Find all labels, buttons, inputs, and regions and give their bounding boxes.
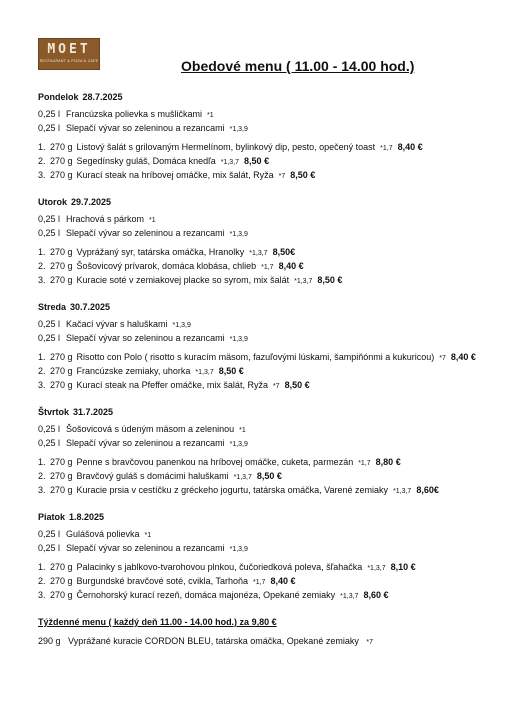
day-name: Utorok — [38, 197, 67, 207]
soup-item — [38, 542, 478, 556]
soup-name: Slepačí vývar so zeleninou a rezancami — [66, 438, 225, 448]
main-dish-item — [38, 260, 478, 274]
dish-weight: 270 g — [50, 471, 73, 481]
weekly-menu — [38, 616, 478, 649]
page-title: Obedové menu ( 11.00 - 14.00 hod.) — [181, 58, 415, 74]
dish-weight: 270 g — [50, 457, 73, 467]
dish-number: 1. — [38, 142, 46, 152]
day-heading — [38, 301, 478, 313]
dish-name: Burgundské bravčové soté, cvikla, Tarhoňa — [76, 576, 248, 586]
dish-price: 8,50€ — [272, 247, 296, 257]
dish-name: Šošovicový prívarok, domáca klobása, chlieb — [76, 261, 257, 271]
dish-name: Segedínsky guláš, Domáca knedľa — [76, 156, 216, 166]
dish-allergens: *1,7 — [261, 264, 274, 271]
dish-allergens: *1,3,7 — [220, 159, 240, 166]
soup-quantity: 0,25 l — [38, 333, 61, 343]
dish-weight: 270 g — [50, 142, 73, 152]
dish-number: 2. — [38, 156, 46, 166]
dish-number: 1. — [38, 352, 46, 362]
soup-quantity: 0,25 l — [38, 123, 61, 133]
dish-name: Francúzske zemiaky, uhorka — [76, 366, 191, 376]
soup-quantity: 0,25 l — [38, 214, 61, 224]
soup-allergens: *1 — [207, 112, 214, 119]
dish-number: 1. — [38, 562, 46, 572]
soup-quantity: 0,25 l — [38, 319, 61, 329]
soup-name: Slepačí vývar so zeleninou a rezancami — [66, 123, 225, 133]
main-dish-item — [38, 470, 478, 484]
soup-item — [38, 437, 478, 451]
main-dish-item — [38, 575, 478, 589]
day-heading — [38, 196, 478, 208]
weekly-item-weight: 290 g — [38, 636, 61, 646]
soup-allergens: *1 — [144, 532, 152, 539]
main-dish-item — [38, 561, 478, 575]
main-dish-item — [38, 484, 478, 498]
logo-tagline: RESTAURANT & PIZZA & CAFE — [39, 59, 99, 63]
soup-name: Kačací vývar s haluškami — [66, 319, 168, 329]
dish-price: 8,10 € — [390, 562, 416, 572]
main-dish-item — [38, 589, 478, 603]
dish-allergens: *1,7 — [358, 460, 371, 467]
dish-allergens: *1,7 — [380, 145, 393, 152]
soup-item — [38, 227, 478, 241]
soup-allergens: *1,3,9 — [229, 336, 248, 343]
dish-number: 2. — [38, 366, 46, 376]
dish-name: Vyprážaný syr, tatárska omáčka, Hranolky — [76, 247, 245, 257]
dish-price: 8,40 € — [270, 576, 296, 586]
soup-allergens: *1,3,9 — [229, 231, 248, 238]
dish-allergens: *1,3,7 — [233, 474, 252, 481]
dish-name: Bravčový guláš s domácimi haluškami — [76, 471, 229, 481]
soup-quantity: 0,25 l — [38, 109, 61, 119]
day-heading — [38, 406, 478, 418]
main-dish-item — [38, 379, 478, 393]
day-heading — [38, 511, 478, 523]
soup-name: Slepačí vývar so zeleninou a rezancami — [66, 228, 225, 238]
dish-price: 8,50 € — [244, 156, 270, 166]
dish-allergens: *1,3,7 — [367, 565, 386, 572]
dish-name: Risotto con Polo ( risotto s kuracím mäsom, fazuľovými lúskami, šampiňónmi a kukuricou) — [76, 352, 435, 362]
dish-name: Penne s bravčovou panenkou na hríbovej omáčke, cuketa, parmezán — [76, 457, 354, 467]
soup-allergens: *1,3,9 — [172, 322, 191, 329]
dish-weight: 270 g — [50, 562, 73, 572]
dish-price: 8,80 € — [375, 457, 401, 467]
dish-number: 3. — [38, 590, 46, 600]
days-list — [38, 91, 478, 603]
soup-item — [38, 108, 478, 122]
menu-content — [38, 91, 478, 649]
main-dish-item — [38, 169, 478, 183]
dish-weight: 270 g — [50, 247, 73, 257]
weekly-menu-item — [38, 635, 478, 649]
soup-quantity: 0,25 l — [38, 228, 61, 238]
dish-weight: 270 g — [50, 380, 73, 390]
dish-weight: 270 g — [50, 366, 73, 376]
dish-number: 1. — [38, 457, 46, 467]
main-dishes-list — [38, 351, 478, 393]
soup-item — [38, 332, 478, 346]
main-dish-item — [38, 246, 478, 260]
dish-name: Listový šalát s grilovaným Hermelínom, bylinkový dip, pesto, opečený toast — [76, 142, 376, 152]
soup-allergens: *1,3,9 — [229, 126, 248, 133]
main-dish-item — [38, 274, 478, 288]
dish-allergens: *1,3,7 — [195, 369, 214, 376]
day-date: 29.7.2025 — [71, 197, 112, 207]
soup-name: Hrachová s párkom — [66, 214, 145, 224]
day-section — [38, 406, 478, 498]
day-date: 28.7.2025 — [82, 92, 123, 102]
soup-quantity: 0,25 l — [38, 529, 61, 539]
soup-item — [38, 122, 478, 136]
dish-number: 2. — [38, 471, 46, 481]
dish-number: 2. — [38, 576, 46, 586]
day-name: Streda — [38, 302, 67, 312]
dish-name: Kurací steak na Pfeffer omáčke, mix šalát, Ryža — [76, 380, 268, 390]
dish-number: 3. — [38, 380, 46, 390]
dish-weight: 270 g — [50, 261, 73, 271]
dish-number: 3. — [38, 485, 46, 495]
dish-weight: 270 g — [50, 352, 73, 362]
dish-name: Černohorský kurací rezeň, domáca majonéza, Opekané zemiaky — [76, 590, 336, 600]
dish-price: 8,60 € — [363, 590, 389, 600]
soup-name: Francúzska polievka s mušličkami — [66, 109, 203, 119]
dish-name: Kurací steak na hríbovej omáčke, mix šalát, Ryža — [76, 170, 274, 180]
main-dish-item — [38, 365, 478, 379]
dish-number: 3. — [38, 170, 46, 180]
main-dishes-list — [38, 456, 478, 498]
soup-name: Šošovicová s údeným mäsom a zeleninou — [66, 424, 235, 434]
dish-weight: 270 g — [50, 275, 73, 285]
restaurant-logo — [38, 38, 100, 70]
dish-allergens: *7 — [278, 173, 286, 180]
dish-allergens: *1,3,7 — [393, 488, 412, 495]
dish-price: 8,60€ — [416, 485, 439, 495]
dish-price: 8,40 € — [278, 261, 304, 271]
soup-name: Slepačí vývar so zeleninou a rezancami — [66, 543, 225, 553]
dish-number: 2. — [38, 261, 46, 271]
dish-name: Kuracie prsia v cestíčku z gréckeho jogurtu, tatárska omáčka, Varené zemiaky — [76, 485, 389, 495]
weekly-item-allergens: *7 — [366, 639, 373, 646]
dish-price: 8,40 € — [397, 142, 423, 152]
day-date: 1.8.2025 — [69, 512, 105, 522]
dish-allergens: *1,3,7 — [340, 593, 359, 600]
soup-allergens: *1 — [239, 427, 246, 434]
soup-quantity: 0,25 l — [38, 438, 61, 448]
soup-allergens: *1,3,9 — [229, 441, 248, 448]
dish-weight: 270 g — [50, 576, 73, 586]
main-dishes-list — [38, 141, 478, 183]
soup-quantity: 0,25 l — [38, 543, 61, 553]
dish-allergens: *1,7 — [252, 579, 266, 586]
dish-name: Kuracie soté v zemiakovej placke so syrom, mix šalát — [76, 275, 290, 285]
day-name: Piatok — [38, 512, 66, 522]
day-section — [38, 196, 478, 288]
main-dish-item — [38, 456, 478, 470]
soup-item — [38, 423, 478, 437]
soup-allergens: *1 — [149, 217, 156, 224]
dish-number: 1. — [38, 247, 46, 257]
dish-allergens: *1,3,7 — [294, 278, 313, 285]
day-name: Štvrtok — [38, 407, 70, 417]
weekly-item-name: Vyprážané kuracie CORDON BLEU, tatárska omáčka, Opekané zemiaky — [68, 636, 359, 646]
dish-price: 8,50 € — [256, 471, 282, 481]
day-heading — [38, 91, 478, 103]
soup-item — [38, 318, 478, 332]
soup-item — [38, 528, 478, 542]
soup-quantity: 0,25 l — [38, 424, 61, 434]
soup-name: Slepačí vývar so zeleninou a rezancami — [66, 333, 225, 343]
main-dishes-list — [38, 246, 478, 288]
main-dish-item — [38, 155, 478, 169]
dish-price: 8,40 € — [450, 352, 476, 362]
dish-price: 8,50 € — [290, 170, 316, 180]
weekly-menu-heading: Týždenné menu ( každý deň 11.00 - 14.00 hod.) za 9,80 € — [38, 617, 277, 627]
dish-price: 8,50 € — [218, 366, 244, 376]
day-section — [38, 511, 478, 603]
day-name: Pondelok — [38, 92, 79, 102]
dish-allergens: *7 — [272, 383, 280, 390]
main-dishes-list — [38, 561, 478, 603]
dish-price: 8,50 € — [317, 275, 343, 285]
logo-word: MOET — [47, 42, 91, 57]
day-section — [38, 91, 478, 183]
day-date: 30.7.2025 — [70, 302, 111, 312]
dish-price: 8,50 € — [284, 380, 310, 390]
dish-weight: 270 g — [50, 170, 73, 180]
main-dish-item — [38, 351, 478, 365]
dish-name: Palacinky s jablkovo-tvarohovou plnkou, čučoriedková poleva, šľahačka — [76, 562, 363, 572]
dish-number: 3. — [38, 275, 46, 285]
soup-item — [38, 213, 478, 227]
dish-weight: 270 g — [50, 485, 73, 495]
soup-name: Gulášová polievka — [66, 529, 140, 539]
dish-weight: 270 g — [50, 590, 73, 600]
day-date: 31.7.2025 — [73, 407, 114, 417]
day-section — [38, 301, 478, 393]
main-dish-item — [38, 141, 478, 155]
soup-allergens: *1,3,9 — [229, 546, 248, 553]
dish-allergens: *1,3,7 — [249, 250, 268, 257]
dish-weight: 270 g — [50, 156, 73, 166]
dish-allergens: *7 — [439, 355, 446, 362]
